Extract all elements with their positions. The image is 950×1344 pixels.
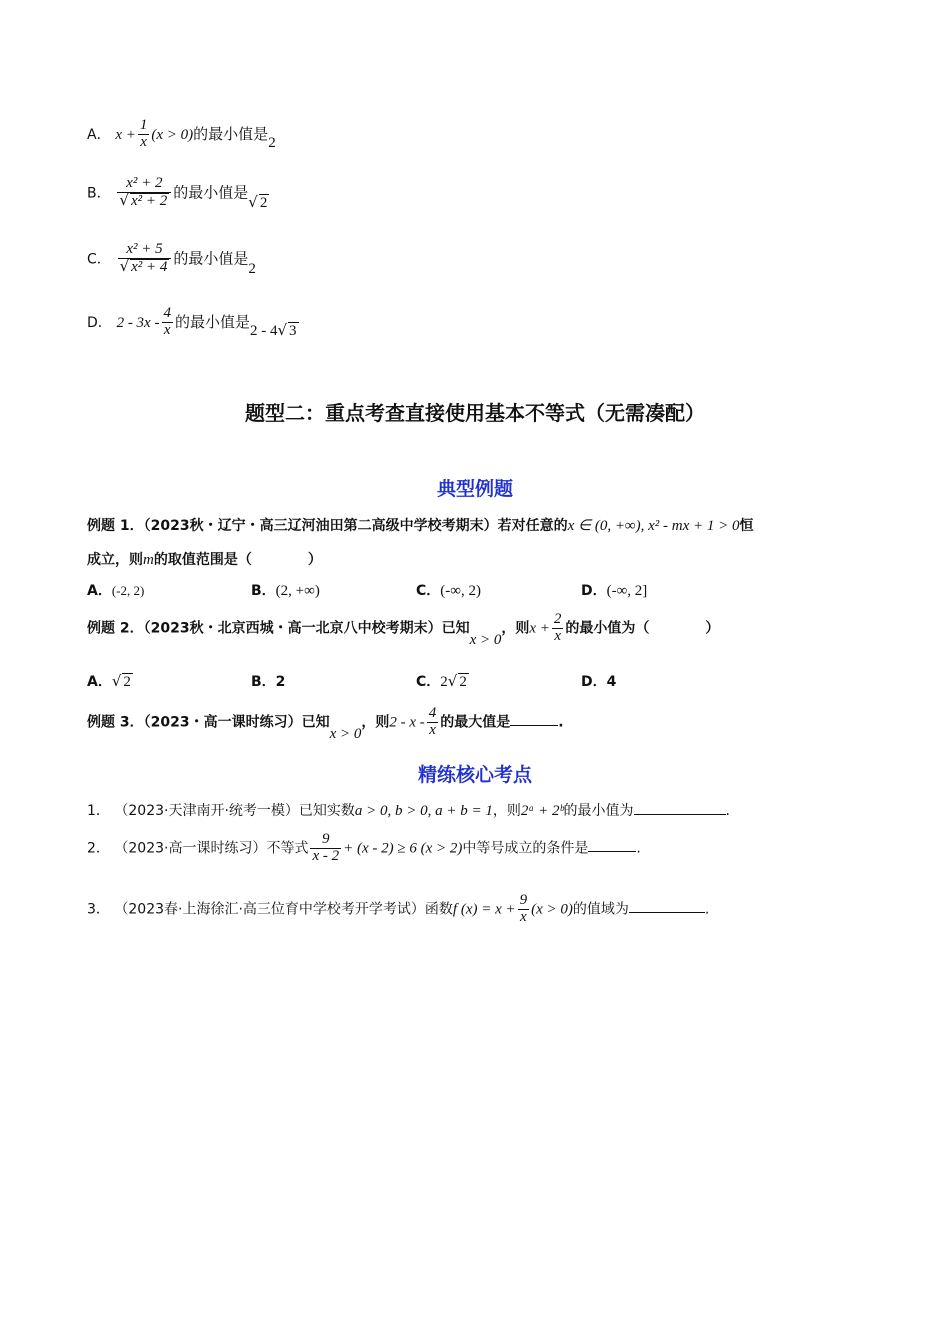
option-c xyxy=(87,242,256,276)
option-c: C．(-∞, 2) xyxy=(416,583,481,599)
math-expr: x + xyxy=(115,126,136,143)
option-text: 的最小值是 xyxy=(174,312,250,331)
option-a: A．√ 2 xyxy=(87,672,131,690)
option-value: 2 xyxy=(248,261,256,278)
option-letter: A． xyxy=(87,126,111,143)
fraction: $\frac{\text{x² + 2}}{\text{√ x² + 2}}$ xyxy=(117,176,171,210)
practice-title: 精练核心考点 xyxy=(417,764,532,786)
option-text: 的最小值是 xyxy=(193,124,269,143)
option-b: B．2 xyxy=(251,674,286,690)
example-2-line: 例题 2．（2023秋・北京西城・高一北京八中校考期末）已知x > 0，则x + $\frac{2}{x}$ 的最小值为（ ） xyxy=(87,611,720,649)
option-text: 的最小值是 xyxy=(173,183,249,202)
fraction: $\frac{\text{x² + 5}}{\text{√ x² + 4}}$ xyxy=(118,242,172,276)
condition: x ∈ (0, +∞), x² - mx + 1 > 0 xyxy=(567,518,740,534)
fraction: $\frac{4}{x}$ xyxy=(428,705,437,738)
example-label: 例题 3． xyxy=(87,714,144,731)
example-label: 例题 2． xyxy=(87,620,144,637)
fraction: $\frac{2}{x}$ xyxy=(553,611,562,644)
example-text: （2023秋・辽宁・高三辽河油田第二高级中学校考期末）若对任意的 xyxy=(143,518,568,534)
condition: x > 0 xyxy=(469,632,502,649)
option-letter: D． xyxy=(87,314,112,331)
option-d xyxy=(87,306,299,339)
option-b: B．(2, +∞) xyxy=(251,583,320,599)
practice-1: 1． （2023·天津南开·统考一模）已知实数a > 0, b > 0, a + b = 1，则2ᵃ + 2ᵇ的最小值为 . xyxy=(87,800,730,820)
example-3-line: 例题 3．（2023・高一课时练习）已知x > 0，则2 - x - $\frac{4}{x}$ 的最大值是 . xyxy=(87,705,564,743)
section-title: 题型二：重点考查直接使用基本不等式（无需凑配） xyxy=(245,401,705,425)
fraction: $\frac{9}{x - 2}$ xyxy=(312,831,340,864)
option-c: C．2√ 2 xyxy=(416,672,467,690)
example-text: （2023・高一课时练习）已知 xyxy=(143,714,330,731)
answer-blank xyxy=(629,898,705,913)
condition: x > 0 xyxy=(329,726,362,743)
practice-2: 2． （2023·高一课时练习）不等式 $\frac{9}{x - 2}$ + (x - 2) ≥ 6 (x > 2)中等号成立的条件是 . xyxy=(87,831,641,864)
option-d: D．4 xyxy=(581,674,617,690)
practice-3: 3． （2023春·上海徐汇·高三位育中学校考开学考试）函数f (x) = x + $\frac{9}{x}$ (x > 0)的值域为 . xyxy=(87,892,710,925)
example-label: 例题 1． xyxy=(87,518,144,534)
example-text: （2023秋・北京西城・高一北京八中校考期末）已知 xyxy=(143,620,470,637)
option-letter: C． xyxy=(87,251,111,268)
condition: a > 0, b > 0, a + b = 1 xyxy=(354,803,493,819)
math-expr: 2 - 3x - xyxy=(116,314,160,331)
typical-examples-title: 典型例题 xyxy=(436,478,513,500)
option-b xyxy=(87,176,269,210)
option-value: √ 2 xyxy=(248,193,268,212)
answer-blank xyxy=(510,711,558,726)
condition: (x > 0) xyxy=(531,901,573,918)
condition: (x > 0) xyxy=(151,126,194,143)
fraction: $\frac{9}{x}$ xyxy=(519,892,528,925)
option-text: 的最小值是 xyxy=(173,249,249,268)
fraction: $\frac{4}{x}$ xyxy=(163,305,171,338)
answer-blank xyxy=(588,837,636,852)
option-a xyxy=(87,118,276,151)
fraction: $\frac{1}{x}$ xyxy=(139,117,148,150)
option-value: 2 xyxy=(268,134,276,151)
example-1-line2: 成立，则m的取值范围是（ ） xyxy=(87,552,322,568)
answer-blank xyxy=(634,800,726,815)
option-a: A．(-2, 2) xyxy=(87,583,145,599)
option-value: 2 - 4√ 3 xyxy=(249,320,297,339)
example-1-line1: 例题 1．（2023秋・辽宁・高三辽河油田第二高级中学校考期末）若对任意的x ∈ (0, +∞), x² - mx + 1 > 0恒 xyxy=(87,518,754,534)
option-letter: B． xyxy=(87,185,111,202)
option-d: D．(-∞, 2] xyxy=(581,583,648,599)
